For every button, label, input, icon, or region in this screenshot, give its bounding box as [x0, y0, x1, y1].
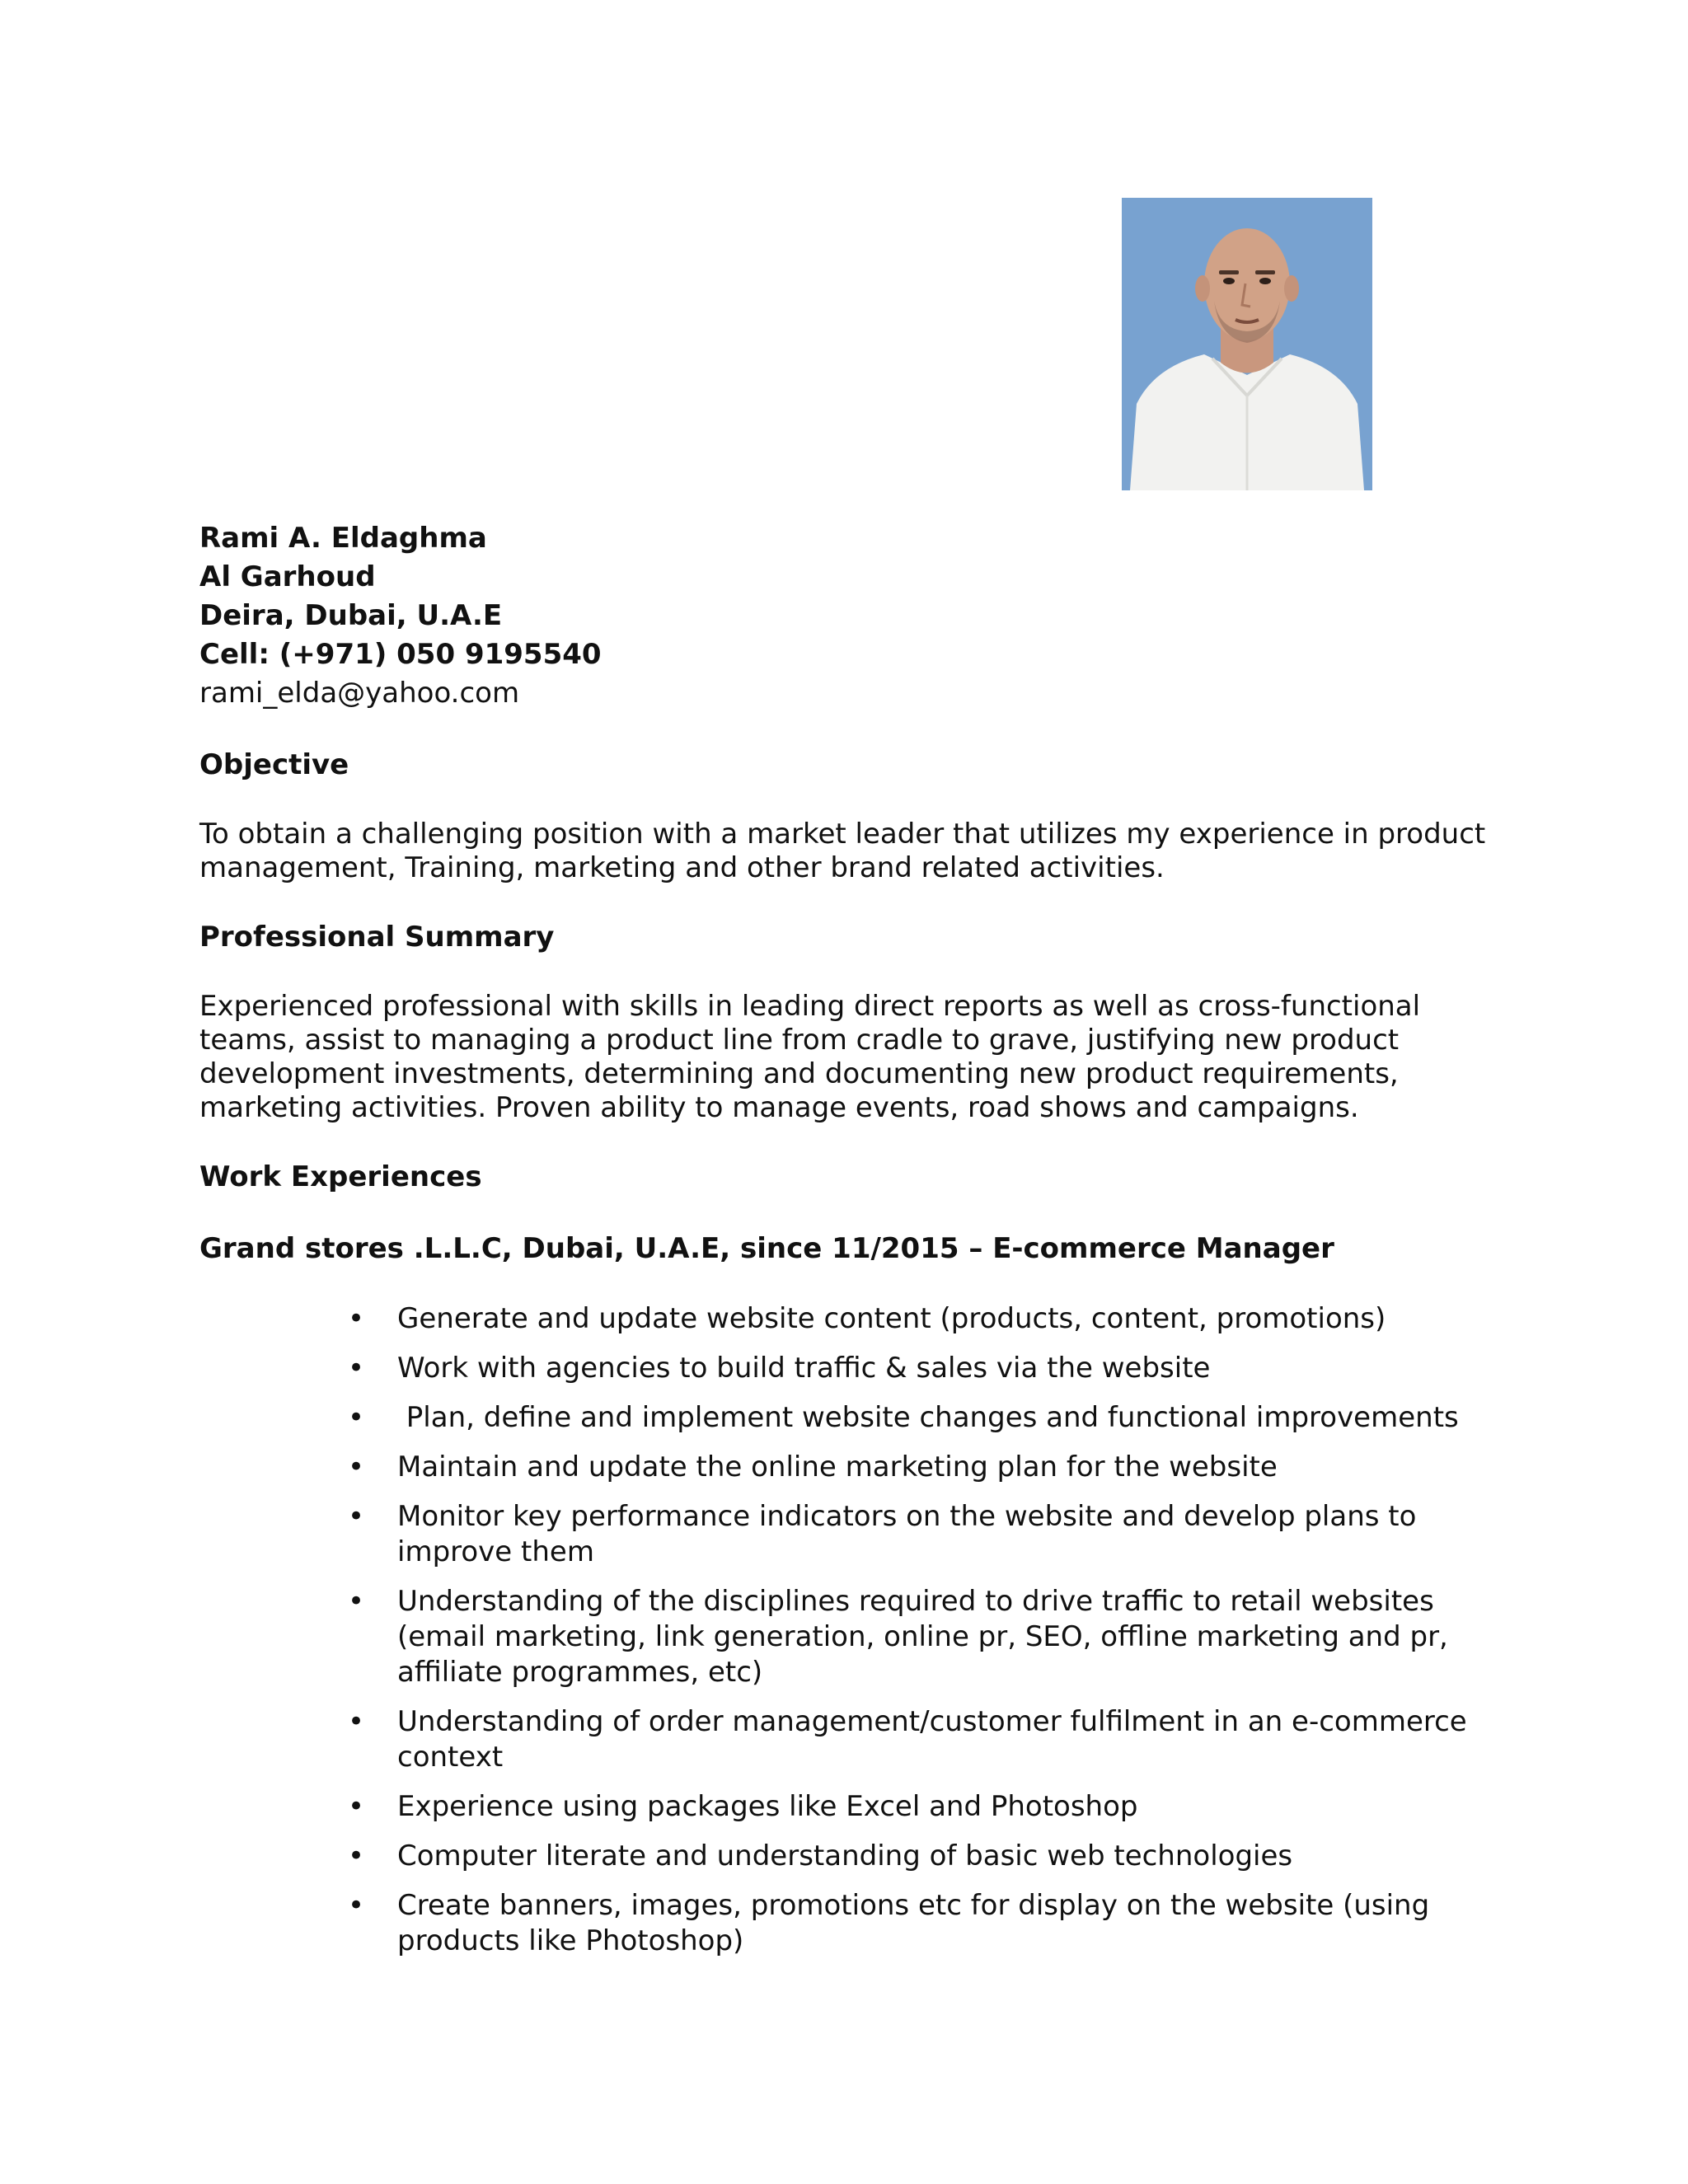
- bullet-icon: •: [348, 1302, 365, 1335]
- list-item-text: Work with agencies to build traffic & sales via the website: [397, 1352, 1211, 1385]
- list-item: [199, 1584, 1502, 1690]
- objective-text: To obtain a challenging position with a market leader that utilizes my experience in product management, Training, marketing and other brand related activities.: [199, 818, 1486, 884]
- job-duties-list: [199, 1301, 1518, 1959]
- bullet-icon: •: [348, 1585, 365, 1618]
- list-item-text: Generate and update website content (products, content, promotions): [397, 1302, 1386, 1335]
- bullet-icon: •: [348, 1451, 365, 1483]
- list-item: [199, 1888, 1502, 1959]
- list-item-text: Computer literate and understanding of basic web technologies: [397, 1840, 1293, 1872]
- contact-cell: Cell: (+971) 050 9195540: [199, 638, 602, 671]
- list-item: [199, 1400, 1502, 1436]
- list-item-text: Experience using packages like Excel and Photoshop: [397, 1790, 1138, 1823]
- list-item-text: Plan, define and implement website changes and functional improvements: [397, 1401, 1459, 1434]
- list-item-text: Understanding of the disciplines required to drive traffic to retail websites (email marketing, link generation, online pr, SEO, offline marketing and pr, affiliate programmes, etc): [397, 1585, 1448, 1689]
- bullet-icon: •: [348, 1790, 365, 1823]
- job-title: Grand stores .L.L.C, Dubai, U.A.E, since 11/2015 – E-commerce Manager: [199, 1232, 1334, 1265]
- list-item: [199, 1499, 1502, 1570]
- bullet-icon: •: [348, 1840, 365, 1872]
- profile-photo: [1122, 198, 1372, 490]
- contact-address-line-2: Deira, Dubai, U.A.E: [199, 599, 503, 632]
- summary-heading: Professional Summary: [199, 921, 555, 954]
- list-item: [199, 1789, 1502, 1825]
- contact-address-line-1: Al Garhoud: [199, 560, 376, 593]
- bullet-icon: •: [348, 1352, 365, 1385]
- bullet-icon: •: [348, 1705, 365, 1738]
- list-item-text: Understanding of order management/customer fulfilment in an e-commerce context: [397, 1705, 1467, 1774]
- list-item: [199, 1704, 1502, 1775]
- list-item: [199, 1839, 1502, 1874]
- work-heading: Work Experiences: [199, 1160, 482, 1193]
- bullet-icon: •: [348, 1401, 365, 1434]
- contact-name: Rami A. Eldaghma: [199, 522, 487, 555]
- list-item: [199, 1450, 1502, 1485]
- objective-heading: Objective: [199, 748, 349, 781]
- bullet-icon: •: [348, 1500, 365, 1533]
- list-item-text: Monitor key performance indicators on the website and develop plans to improve them: [397, 1500, 1417, 1568]
- contact-email[interactable]: rami_elda@yahoo.com: [199, 677, 520, 710]
- list-item: [199, 1351, 1502, 1386]
- resume-content: [199, 519, 1518, 1959]
- summary-text: Experienced professional with skills in leading direct reports as well as cross-functional teams, assist to managing a product line from cradle to grave, justifying new product development investments, determining and documenting new product requirements, marketing activities. Proven ability to manage events, road shows and campaigns.: [199, 990, 1421, 1124]
- list-item-text: Maintain and update the online marketing plan for the website: [397, 1451, 1278, 1483]
- contact-block: [199, 519, 1518, 713]
- list-item-text: Create banners, images, promotions etc for display on the website (using products like Photoshop): [397, 1889, 1430, 1957]
- bullet-icon: •: [348, 1889, 365, 1922]
- list-item: [199, 1301, 1502, 1337]
